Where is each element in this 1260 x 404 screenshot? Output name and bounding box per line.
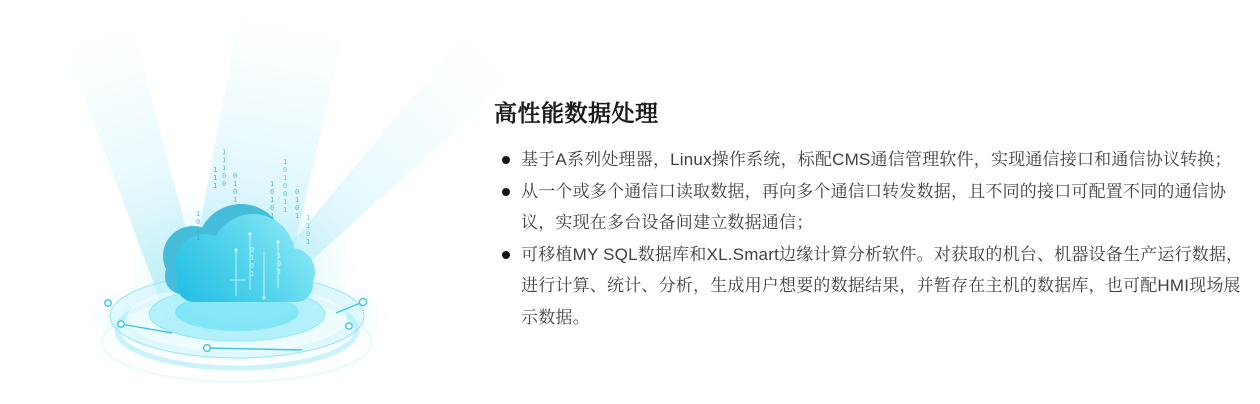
bullet-text [521, 239, 1243, 334]
bullet-text [521, 176, 1226, 239]
bullet-text-line: 基于A系列处理器，Linux操作系统，标配CMS通信管理软件，实现通信接口和通信协议转换； [521, 150, 1232, 169]
binary-stream: 0101 [295, 188, 300, 220]
bullet-dot-icon [502, 188, 510, 196]
binary-stream: 101 [277, 252, 282, 276]
bullet-text-line: 议，实现在多台设备间建立数据通信； [521, 213, 814, 232]
bullet-text [521, 144, 1232, 176]
bullet-text-line: 示数据。 [521, 307, 590, 327]
bullet-cell [494, 176, 521, 196]
bullet-dot-icon [502, 156, 510, 164]
feature-content [494, 100, 1244, 333]
binary-stream: 10101 [270, 180, 275, 220]
binary-stream: 11100 [222, 148, 227, 188]
feature-bullet [494, 176, 1227, 239]
binary-stream: 111 [213, 166, 218, 190]
bullet-cell [494, 239, 521, 259]
hologram-graphic [0, 0, 560, 404]
feature-title: 高性能数据处理 [494, 100, 659, 126]
binary-stream: 0101 [233, 172, 238, 204]
bullet-dot-icon [502, 251, 510, 259]
binary-stream: 0101 [250, 246, 255, 278]
bullet-text-line: 进行计算、统计、分析，生成用户想要的数据结果，并暂存在主机的数据库，也可配HMI现场展 [521, 276, 1241, 295]
feature-list [494, 144, 1244, 333]
binary-stream: 1010011 [283, 158, 288, 214]
binary-stream: 1011 [196, 210, 201, 242]
feature-bullet [494, 239, 1244, 334]
bullet-cell [494, 144, 521, 164]
cloud-hologram-illustration [0, 0, 560, 404]
bullet-text-line: 可移植MY SQL数据库和XL.Smart边缘计算分析软件。对获取的机台、机器设备生产运行数据， [521, 244, 1244, 264]
feature-bullet [494, 144, 1232, 176]
binary-stream: 1101 [306, 214, 311, 246]
bullet-text-line: 从一个或多个通信口读取数据，再向多个通信口转发数据，且不同的接口可配置不同的通信协 [521, 181, 1227, 201]
